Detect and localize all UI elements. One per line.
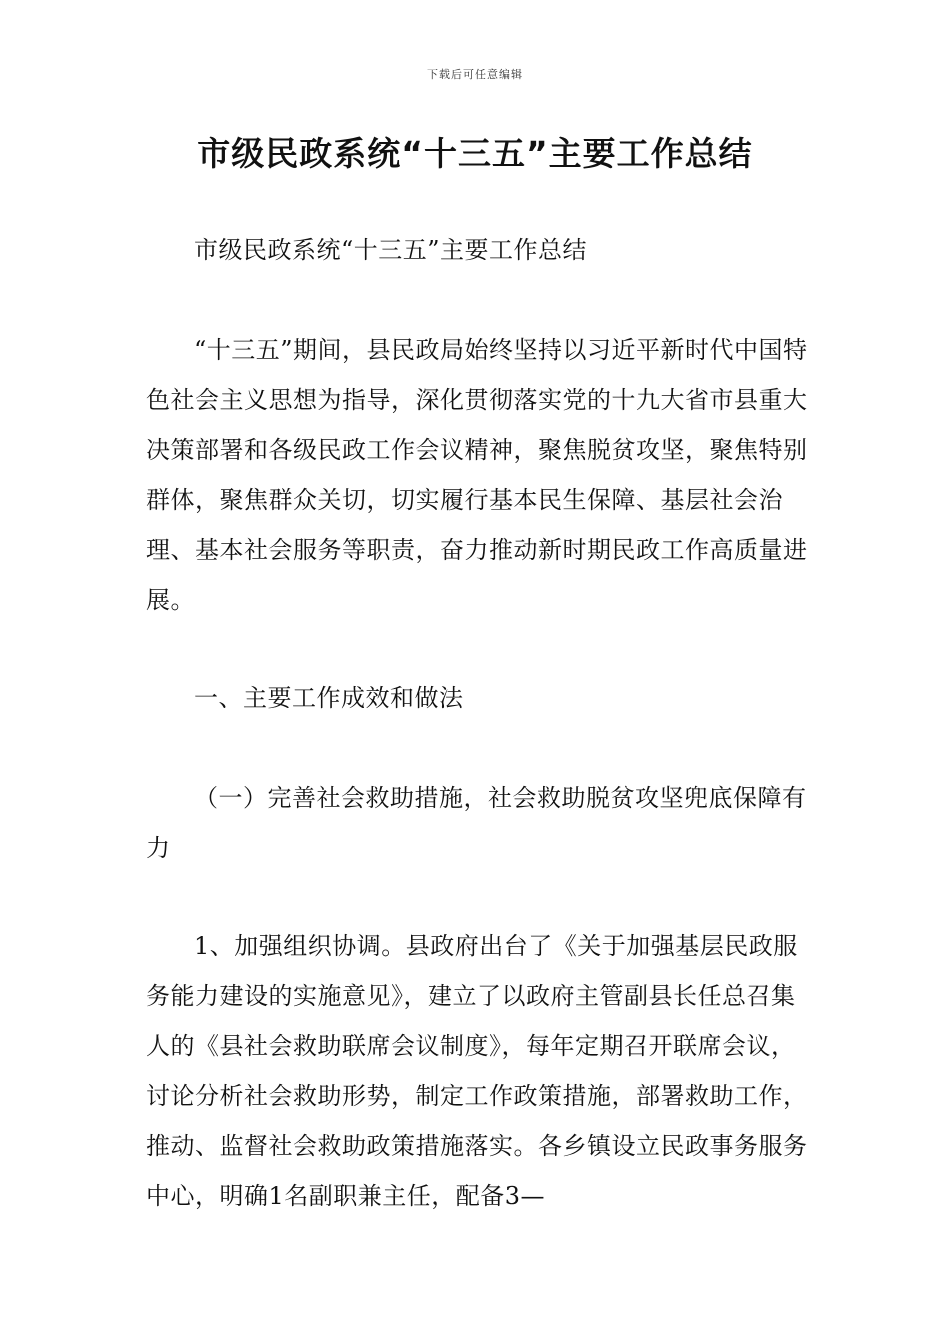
intro-paragraph: “十三五”期间，县民政局始终坚持以习近平新时代中国特色社会主义思想为指导，深化贯彻落实党的十九大省市县重大决策部署和各级民政工作会议精神，聚焦脱贫攻坚，聚焦特别群体，聚焦群众关切，切实履行基本民生保障、基层社会治理、基本社会服务等职责，奋力推动新时期民政工作高质量进展。 (146, 336, 808, 614)
item-paragraph: 1、加强组织协调。县政府出台了《关于加强基层民政服务能力建设的实施意见》，建立了以政府主管副县长任总召集人的《县社会救助联席会议制度》，每年定期召开联席会议，讨论分析社会救助形势，制定工作政策措施，部署救助工作，推动、监督社会救助政策措施落实。各乡镇设立民政事务服务中心，明确1名副职兼主任，配备3— (146, 932, 808, 1210)
document-subtitle: 市级民政系统“十三五”主要工作总结 (194, 236, 588, 264)
header-note: 下载后可任意编辑 (427, 68, 523, 81)
section-heading: 一、主要工作成效和做法 (194, 684, 464, 712)
subsection-heading: （一）完善社会救助措施，社会救助脱贫攻坚兜底保障有力 (146, 784, 807, 862)
document-title: 市级民政系统“十三五”主要工作总结 (197, 134, 753, 173)
